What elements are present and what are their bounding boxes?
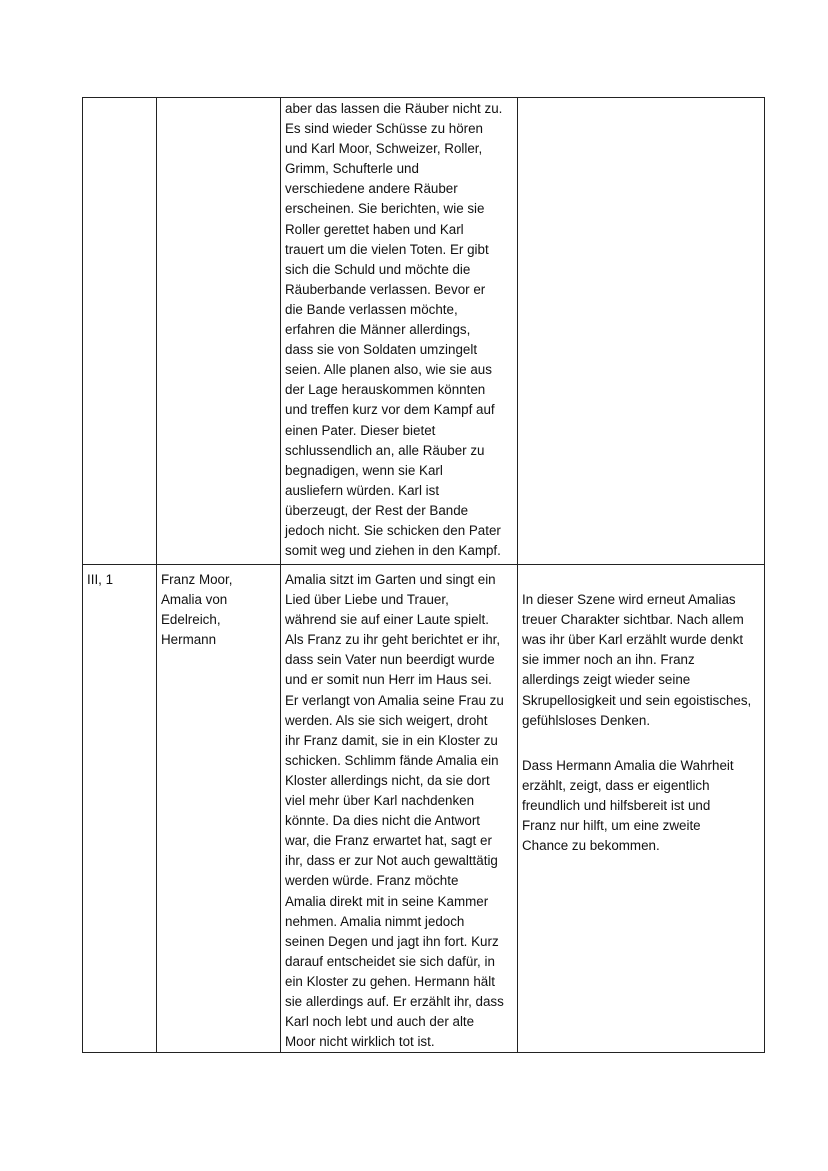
table-row: [83, 565, 765, 1053]
analysis-cell: [518, 98, 765, 565]
characters-cell: [157, 98, 281, 565]
scene-table: [82, 97, 765, 1053]
characters-text: [161, 98, 277, 99]
scene-label: III, 1: [87, 572, 114, 587]
characters-text: Franz Moor, Amalia von Edelreich, Hermann: [161, 572, 233, 648]
analysis-cell: [518, 565, 765, 1053]
summary-cell: [281, 98, 518, 565]
characters-cell: [157, 565, 281, 1053]
summary-text: aber das lassen die Räuber nicht zu. Es sind wieder Schüsse zu hören und Karl Moor, Schweizer, Roller, Grimm, Schufterle und verschiedene andere Räuber erscheinen. Sie berichten, wie sie Roller gerettet haben und Karl trauert um die vielen Toten. Er gibt sich die Schuld und möchte die Räuberbande verlassen. Bevor er die Bande verlassen möchte, erfahren die Männer allerdings, dass sie von Soldaten umzingelt seien. Alle planen also, wie sie aus der Lage herauskommen könnten und treffen kurz vor dem Kampf auf einen Pater. Dieser bietet schlussendlich an, alle Räuber zu begnadigen, wenn sie Karl ausliefern würden. Karl ist überzeugt, der Rest der Bande jedoch nicht. Sie schicken den Pater somit weg und ziehen in den Kampf.: [285, 101, 503, 559]
scene-label: [87, 98, 153, 99]
scene-cell: [83, 565, 157, 1053]
analysis-paragraph: Dass Hermann Amalia die Wahrheit erzählt, zeigt, dass er eigentlich freundlich und hilfsbereit ist und Franz nur hilft, um eine zweite Chance zu bekommen.: [522, 757, 734, 854]
analysis-paragraph: In dieser Szene wird erneut Amalias treuer Charakter sichtbar. Nach allem was ihr über Karl erzählt wurde denkt sie immer noch an ihn. Franz allerdings zeigt wieder seine Skrupellosigkeit und sein egoistisches, gefühlsloses Denken.: [522, 592, 752, 728]
summary-cell: [281, 565, 518, 1053]
table-row: [83, 98, 765, 565]
scene-cell: [83, 98, 157, 565]
summary-text: Amalia sitzt im Garten und singt ein Lied über Liebe und Trauer, während sie auf einer Laute spielt. Als Franz zu ihr geht berichtet er ihr, dass sein Vater nun beerdigt wurde und er somit nun Herr im Haus sei. Er verlangt von Amalia seine Frau zu werden. Als sie sich weigert, droht ihr Franz damit, sie in ein Kloster zu schicken. Schlimm fände Amalia ein Kloster allerdings nicht, da sie dort viel mehr über Karl nachdenken könnte. Da dies nicht die Antwort war, die Franz erwartet hat, sagt er ihr, dass er zur Not auch gewalttätig werden würde. Franz möchte Amalia direkt mit in seine Kammer nehmen. Amalia nimmt jedoch seinen Degen und jagt ihn fort. Kurz darauf entscheidet sie sich dafür, in ein Kloster zu gehen. Hermann hält sie allerdings auf. Er erzählt ihr, dass Karl noch lebt und auch der alte Moor nicht wirklich tot ist.: [285, 572, 504, 1050]
